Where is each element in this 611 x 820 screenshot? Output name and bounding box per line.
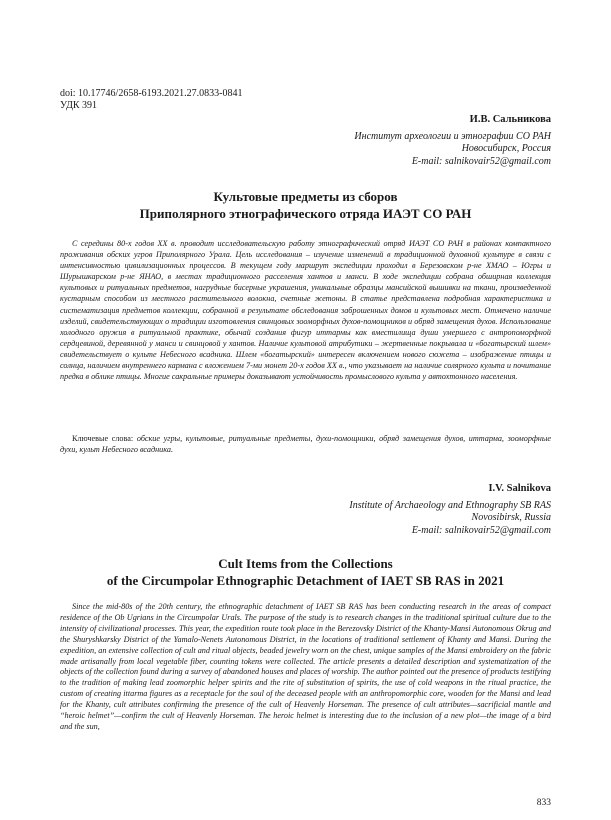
ru-title [60, 188, 551, 222]
en-affiliation: Institute of Archaeology and Ethnography SB RAS [349, 499, 551, 511]
page-number: 833 [536, 798, 551, 808]
en-city: Novosibirsk, Russia [471, 512, 551, 523]
ru-title-line1: Культовые предметы из сборов [213, 189, 398, 204]
en-author-name: I.V. Salnikova [488, 483, 551, 494]
en-title-line1: Cult Items from the Collections [218, 556, 393, 571]
ru-title-line2: Приполярного этнографического отряда ИАЭТ СО РАН [139, 206, 472, 221]
en-abstract: Since the mid-80s of the 20th century, the ethnographic detachment of IAET SB RAS has been conducting research in the areas of compact residence of the Ob Ugrians in the Circumpolar Urals. The purpose of the study is to research changes in the traditional spiritual culture due to the intensity of civilizational processes. This year, the expedition route took place in the Berezovsky District of the Khanty-Mansi Autonomous Okrug and the Shuryshkarsky District of the Yamalo-Nenets Autonomous District, in the locations of traditional settlement of Khanty and Mansi. During the expedition, an extensive collection of cult and ritual objects, beaded jewelry worn on the chest, unique samples of the Mansi embroidery on the fabric made artisanally from local vegetable fiber, counting tokens were collected. The article presents a detailed description and systematization of the objects of the collection found during a survey of abandoned houses and places of worship. The author pointed out the presence of products testifying to the tradition of making lead zoomorphic helper spirits and the rite of substitution of spirits, the use of cold weapons in the ritual practice, the custom of creating ittarma figures as a receptacle for the soul of the deceased people with an anthropomorphic core, wooden for the Mansi and lead for the Khanty, cult attributes confirming the presence of the cult of Heavenly Horseman. The presence of cult attributes—sacrificial mantle and “heroic helmet”—confirm the cult of Heavenly Horseman. The heroic helmet is interesting due to the inclusion of a new plot—the image of a bird and the sun, [60, 602, 551, 731]
ru-author-name: И.В. Сальникова [469, 114, 551, 125]
ru-keywords [60, 433, 551, 455]
ru-city: Новосибирск, Россия [461, 143, 551, 154]
ru-author-block [354, 114, 551, 168]
ru-keywords-list: обские угры, культовые, ритуальные предметы, духи-помощники, обряд замещения духов, иттарма, зооморфные духи, культ Небесного всадника. [60, 434, 551, 455]
ru-abstract: С середины 80-х годов XX в. проводит исследовательскую работу этнографический отряд ИАЭТ СО РАН в районах компактного проживания обских угров Приполярного Урала. Цель исследования – изучение изменений в традиционной духовной культуре в связи с интенсивностью цивилизационных процессов. В текущем году маршрут экспедиции проходил в Березовском р-не ХМАО – Югры и Шурышкарском р-не ЯНАО, в местах традиционного расселения хантов и манси. В ходе экспедиции собрана обширная коллекция культовых и ритуальных предметов, нагрудные бисерные украшения, уникальные образцы мансийской вышивки на ткани, произведенной кустарным способом из местного растительного волокна, счетные жетоны. В статье представлена подробная характеристика и систематизация предметов коллекции, собранной в результате обследования заброшенных домов и культовых мест. Отмечено наличие изделий, свидетельствующих о традиции изготовления свинцовых зооморфных духов-помощников и обряд замещения духов. Использование холодного оружия в ритуальной практике, обычай создания фигур иттармы как вместилища души умершего с антропоморфной сердцевиной, деревянной у манси и свинцовой у хантов. Наличие культовой атрибутики – жертвенные покрывала и «богатырский шлем» свидетельствует о культе Небесного всадника. Шлем «богатырский» интересен включением нового сюжета – изображение птицы и солнца, наличием внутреннего кармана с вложением 7-ми монет 20-х годов XX в., что указывает на наличие солярного культа и почитание предка в облике птицы. Многие сакральные примеры доказывают устойчивость промыслового культа у автохтонного населения. [60, 239, 551, 382]
en-title-line2: of the Circumpolar Ethnographic Detachment of IAET SB RAS in 2021 [106, 573, 505, 588]
ru-email: E-mail: salnikovair52@gmail.com [411, 155, 551, 167]
en-title [60, 555, 551, 589]
en-author-block [349, 483, 551, 537]
en-email: E-mail: salnikovair52@gmail.com [411, 524, 551, 536]
udk-line: УДК 391 [60, 100, 98, 111]
ru-affiliation: Институт археологии и этнографии СО РАН [354, 130, 551, 142]
ru-keywords-label: Ключевые слова: [72, 434, 134, 443]
doi-line: doi: 10.17746/2658-6193.2021.27.0833-0841 [60, 88, 243, 99]
